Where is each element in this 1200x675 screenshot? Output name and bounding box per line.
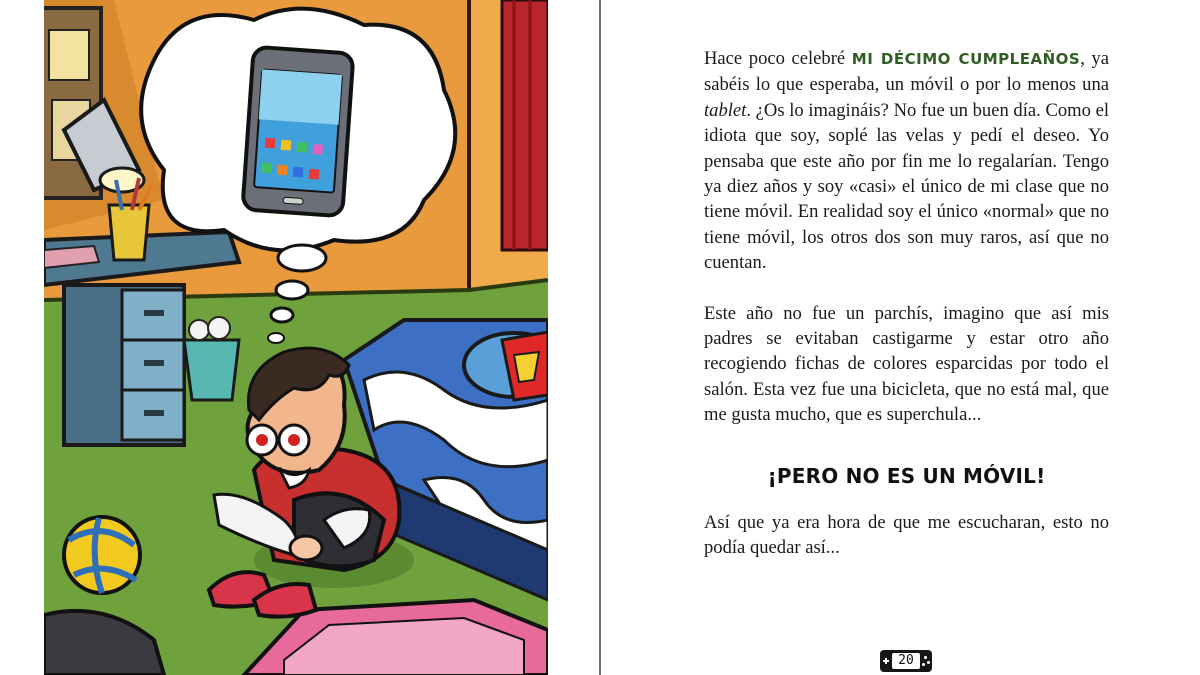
paragraph-1 (704, 46, 1109, 276)
page-number: 20 (892, 653, 920, 669)
console-button-c (922, 663, 925, 666)
paragraph-3: Así que ya era hora de que me escucharan, esto no podía quedar así... (704, 511, 1109, 559)
exclamation-heading: ¡PERO NO ES UN MÓVIL! (767, 463, 1046, 488)
smartphone-icon (242, 47, 353, 217)
illustration-boy-dreaming-of-phone (44, 0, 548, 675)
book-illustration (44, 0, 548, 675)
console-button-b (927, 661, 930, 664)
game-console-icon (883, 658, 889, 664)
paragraph-2: Este año no fue un parchís, imagino que así mis padres se evitaban castigarme y estar otro año recogiendo fichas de colores esparcidas por todo el salón. Esta vez fue una bicicleta, que no está mal, que me gusta mucho, que es superchula... (704, 302, 1109, 426)
console-button-a (924, 656, 927, 659)
birthday-highlight: MI DÉCIMO CUMPLEAÑOS (851, 50, 1081, 68)
paragraph-1-start: Hace poco celebré (704, 48, 852, 69)
tablet-word: tablet (704, 99, 747, 121)
page-text (704, 46, 1109, 561)
page-number-badge (880, 650, 932, 672)
page-gutter (599, 0, 601, 675)
paragraph-1-end: . ¿Os lo imagináis? No fue un buen día. Como el idiota que soy, soplé las velas y pedí el deseo. Yo pensaba que este año por fin me lo regalarían. Tengo ya diez años y soy «casi» el único de mi clase que no tiene móvil. En realidad soy el único «normal» que no tiene móvil, los otros dos son muy raros, así que no cuentan. (704, 99, 1109, 274)
paragraph-1-middle: , ya sabéis lo que esperaba, un móvil o por lo menos una (704, 48, 1109, 96)
